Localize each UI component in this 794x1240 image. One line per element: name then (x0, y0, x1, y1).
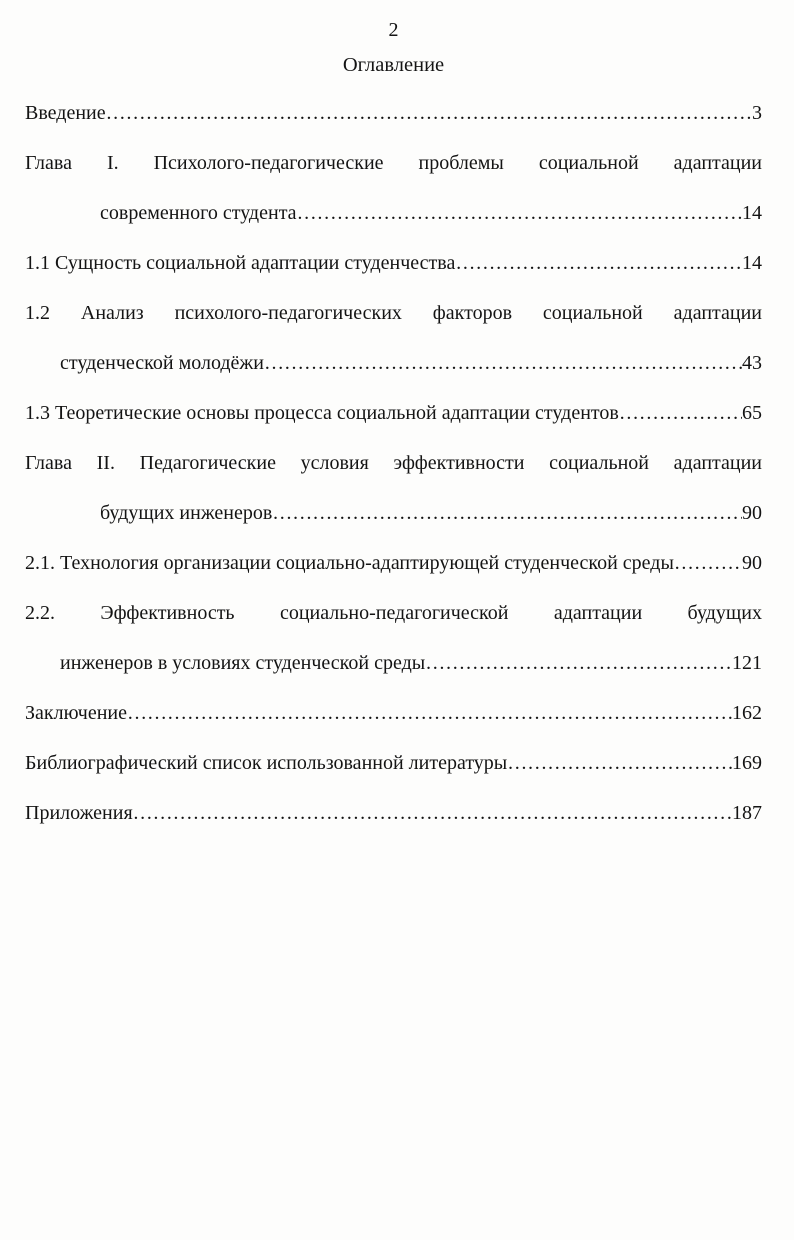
toc-entry-line1: Глава I. Психолого-педагогические проблемы социальной адаптации (25, 152, 762, 174)
dot-leader (127, 688, 732, 738)
dot-leader (619, 388, 742, 438)
toc-entry-page: 65 (742, 402, 762, 424)
toc-entry-text: будущих инженеров (100, 502, 273, 524)
toc-entry-page: 162 (732, 702, 762, 724)
toc-entry-page: 43 (742, 352, 762, 374)
dot-leader (455, 238, 742, 288)
toc-entry-text: Введение (25, 102, 106, 124)
dot-leader (425, 638, 732, 688)
toc-entry-line2 (25, 488, 762, 538)
toc-entry (25, 538, 762, 588)
dot-leader (272, 488, 742, 538)
toc-entry-line2 (25, 638, 762, 688)
dot-leader (674, 538, 742, 588)
toc-entry-text: Приложения (25, 802, 133, 824)
toc-entry-page: 121 (732, 652, 762, 674)
dot-leader (297, 188, 742, 238)
toc-entry (25, 88, 762, 138)
dot-leader (106, 88, 752, 138)
toc-entry-text: 1.1 Сущность социальной адаптации студенчества (25, 252, 456, 274)
toc-entry-line2 (25, 338, 762, 388)
toc-entry (25, 688, 762, 738)
toc-entry-line1: 2.2. Эффективность социально-педагогической адаптации будущих (25, 602, 762, 624)
toc-entry-page: 3 (752, 102, 762, 124)
toc-entry-page: 14 (742, 252, 762, 274)
page-number: 2 (388, 19, 399, 41)
toc-entry-text: студенческой молодёжи (60, 352, 264, 374)
toc-entry-text: современного студента (100, 202, 297, 224)
toc-entry (25, 388, 762, 438)
toc-entry (25, 788, 762, 838)
toc-entry-line1: Глава II. Педагогические условия эффективности социальной адаптации (25, 452, 762, 474)
toc-entry-text: 2.1. Технология организации социально-адаптирующей студенческой среды (25, 552, 674, 574)
toc-entry (25, 238, 762, 288)
toc-entry-page: 90 (742, 502, 762, 524)
dot-leader (133, 788, 732, 838)
toc-entry (25, 738, 762, 788)
toc-entry-text: Библиографический список использованной литературы (25, 752, 508, 774)
toc-title: Оглавление (342, 54, 445, 76)
dot-leader (264, 338, 742, 388)
toc-entry-text: Заключение (25, 702, 127, 724)
toc-entry-page: 169 (732, 752, 762, 774)
toc-entry-page: 187 (732, 802, 762, 824)
toc-entry-text: 1.3 Теоретические основы процесса социальной адаптации студентов (25, 402, 619, 424)
toc-entry-text: инженеров в условиях студенческой среды (60, 652, 426, 674)
toc-entry-line2 (25, 188, 762, 238)
toc-entry-page: 14 (742, 202, 762, 224)
toc-list (25, 88, 762, 838)
toc-entry-line1: 1.2 Анализ психолого-педагогических факторов социальной адаптации (25, 302, 762, 324)
toc-entry-page: 90 (742, 552, 762, 574)
dot-leader (507, 738, 732, 788)
